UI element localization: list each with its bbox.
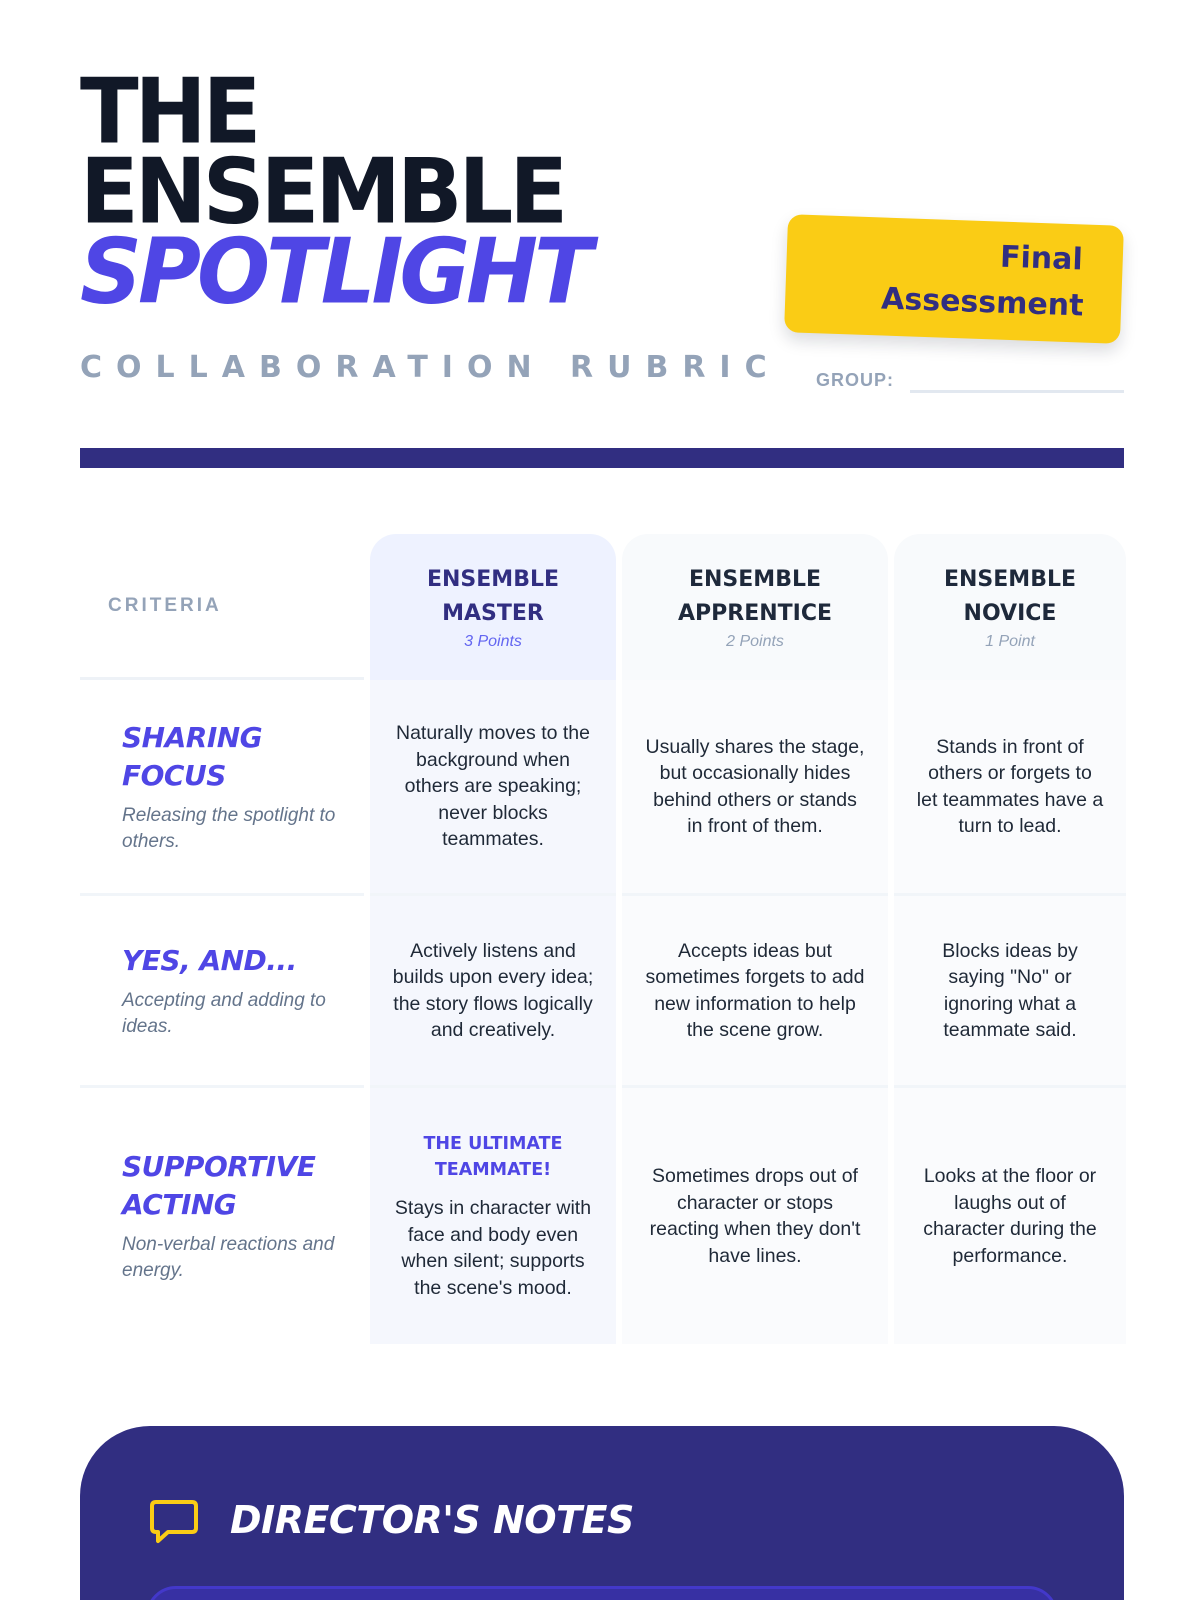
title-line-the: THE xyxy=(80,59,258,165)
page-title xyxy=(80,59,760,325)
criteria-header-label: CRITERIA xyxy=(108,594,222,616)
level-name: ENSEMBLE NOVICE xyxy=(943,567,1077,626)
title-line-spotlight: SPOTLIGHT xyxy=(80,219,589,325)
group-label: GROUP: xyxy=(816,370,894,390)
rubric-cell xyxy=(370,1088,616,1344)
page-subtitle: COLLABORATION RUBRIC xyxy=(80,350,781,385)
directors-notes-input[interactable] xyxy=(146,1586,1058,1600)
rubric-cell: Sometimes drops out of character or stops reacting when they don't have lines. xyxy=(622,1088,888,1344)
criterion-description: Non-verbal reactions and energy. xyxy=(122,1234,335,1281)
level-points: 2 Points xyxy=(726,633,784,650)
rubric-cell: Naturally moves to the background when others are speaking; never blocks teammates. xyxy=(370,680,616,896)
ultimate-teammate-tag: THE ULTIMATE TEAMMATE! xyxy=(423,1134,563,1180)
rubric-cell: Blocks ideas by saying "No" or ignoring what a teammate said. xyxy=(894,896,1126,1088)
rubric-cell: Looks at the floor or laughs out of character during the performance. xyxy=(894,1088,1126,1344)
final-assessment-stamp xyxy=(784,214,1124,344)
rubric-table xyxy=(80,534,1124,1344)
level-header-master xyxy=(370,534,616,680)
stamp-label: Final Assessment xyxy=(880,239,1085,324)
criterion-yes-and xyxy=(80,896,364,1088)
criterion-description: Releasing the spotlight to others. xyxy=(122,804,336,852)
level-name: ENSEMBLE APPRENTICE xyxy=(677,567,833,626)
criterion-title: SUPPORTIVE ACTING xyxy=(122,1150,316,1221)
rubric-cell: Stands in front of others or forgets to let teammates have a turn to lead. xyxy=(894,680,1126,896)
criterion-title: YES, AND... xyxy=(122,943,297,977)
rubric-cell-text: Stays in character with face and body even when silent; supports the scene's mood. xyxy=(394,1197,592,1299)
criterion-sharing-focus xyxy=(80,680,364,896)
directors-notes-panel xyxy=(80,1426,1124,1600)
speech-bubble-icon xyxy=(148,1496,200,1546)
rubric-cell: Accepts ideas but sometimes forgets to add new information to help the scene grow. xyxy=(622,896,888,1088)
level-header-apprentice xyxy=(622,534,888,680)
criterion-title: SHARING FOCUS xyxy=(122,720,263,792)
header-divider xyxy=(80,448,1124,468)
level-points: 1 Point xyxy=(985,633,1035,650)
title-line-ensemble: ENSEMBLE xyxy=(80,139,565,245)
rubric-cell: Actively listens and builds upon every idea; the story flows logically and creatively. xyxy=(370,896,616,1088)
level-name: ENSEMBLE MASTER xyxy=(426,567,560,626)
criteria-header xyxy=(80,534,364,680)
directors-notes-title: DIRECTOR'S NOTES xyxy=(230,1498,634,1542)
rubric-cell: Usually shares the stage, but occasionally hides behind others or stands in front of them. xyxy=(622,680,888,896)
group-name-field[interactable] xyxy=(910,390,1124,393)
criterion-supportive-acting xyxy=(80,1088,364,1344)
level-points: 3 Points xyxy=(464,633,522,650)
level-header-novice xyxy=(894,534,1126,680)
criterion-description: Accepting and adding to ideas. xyxy=(122,989,326,1037)
